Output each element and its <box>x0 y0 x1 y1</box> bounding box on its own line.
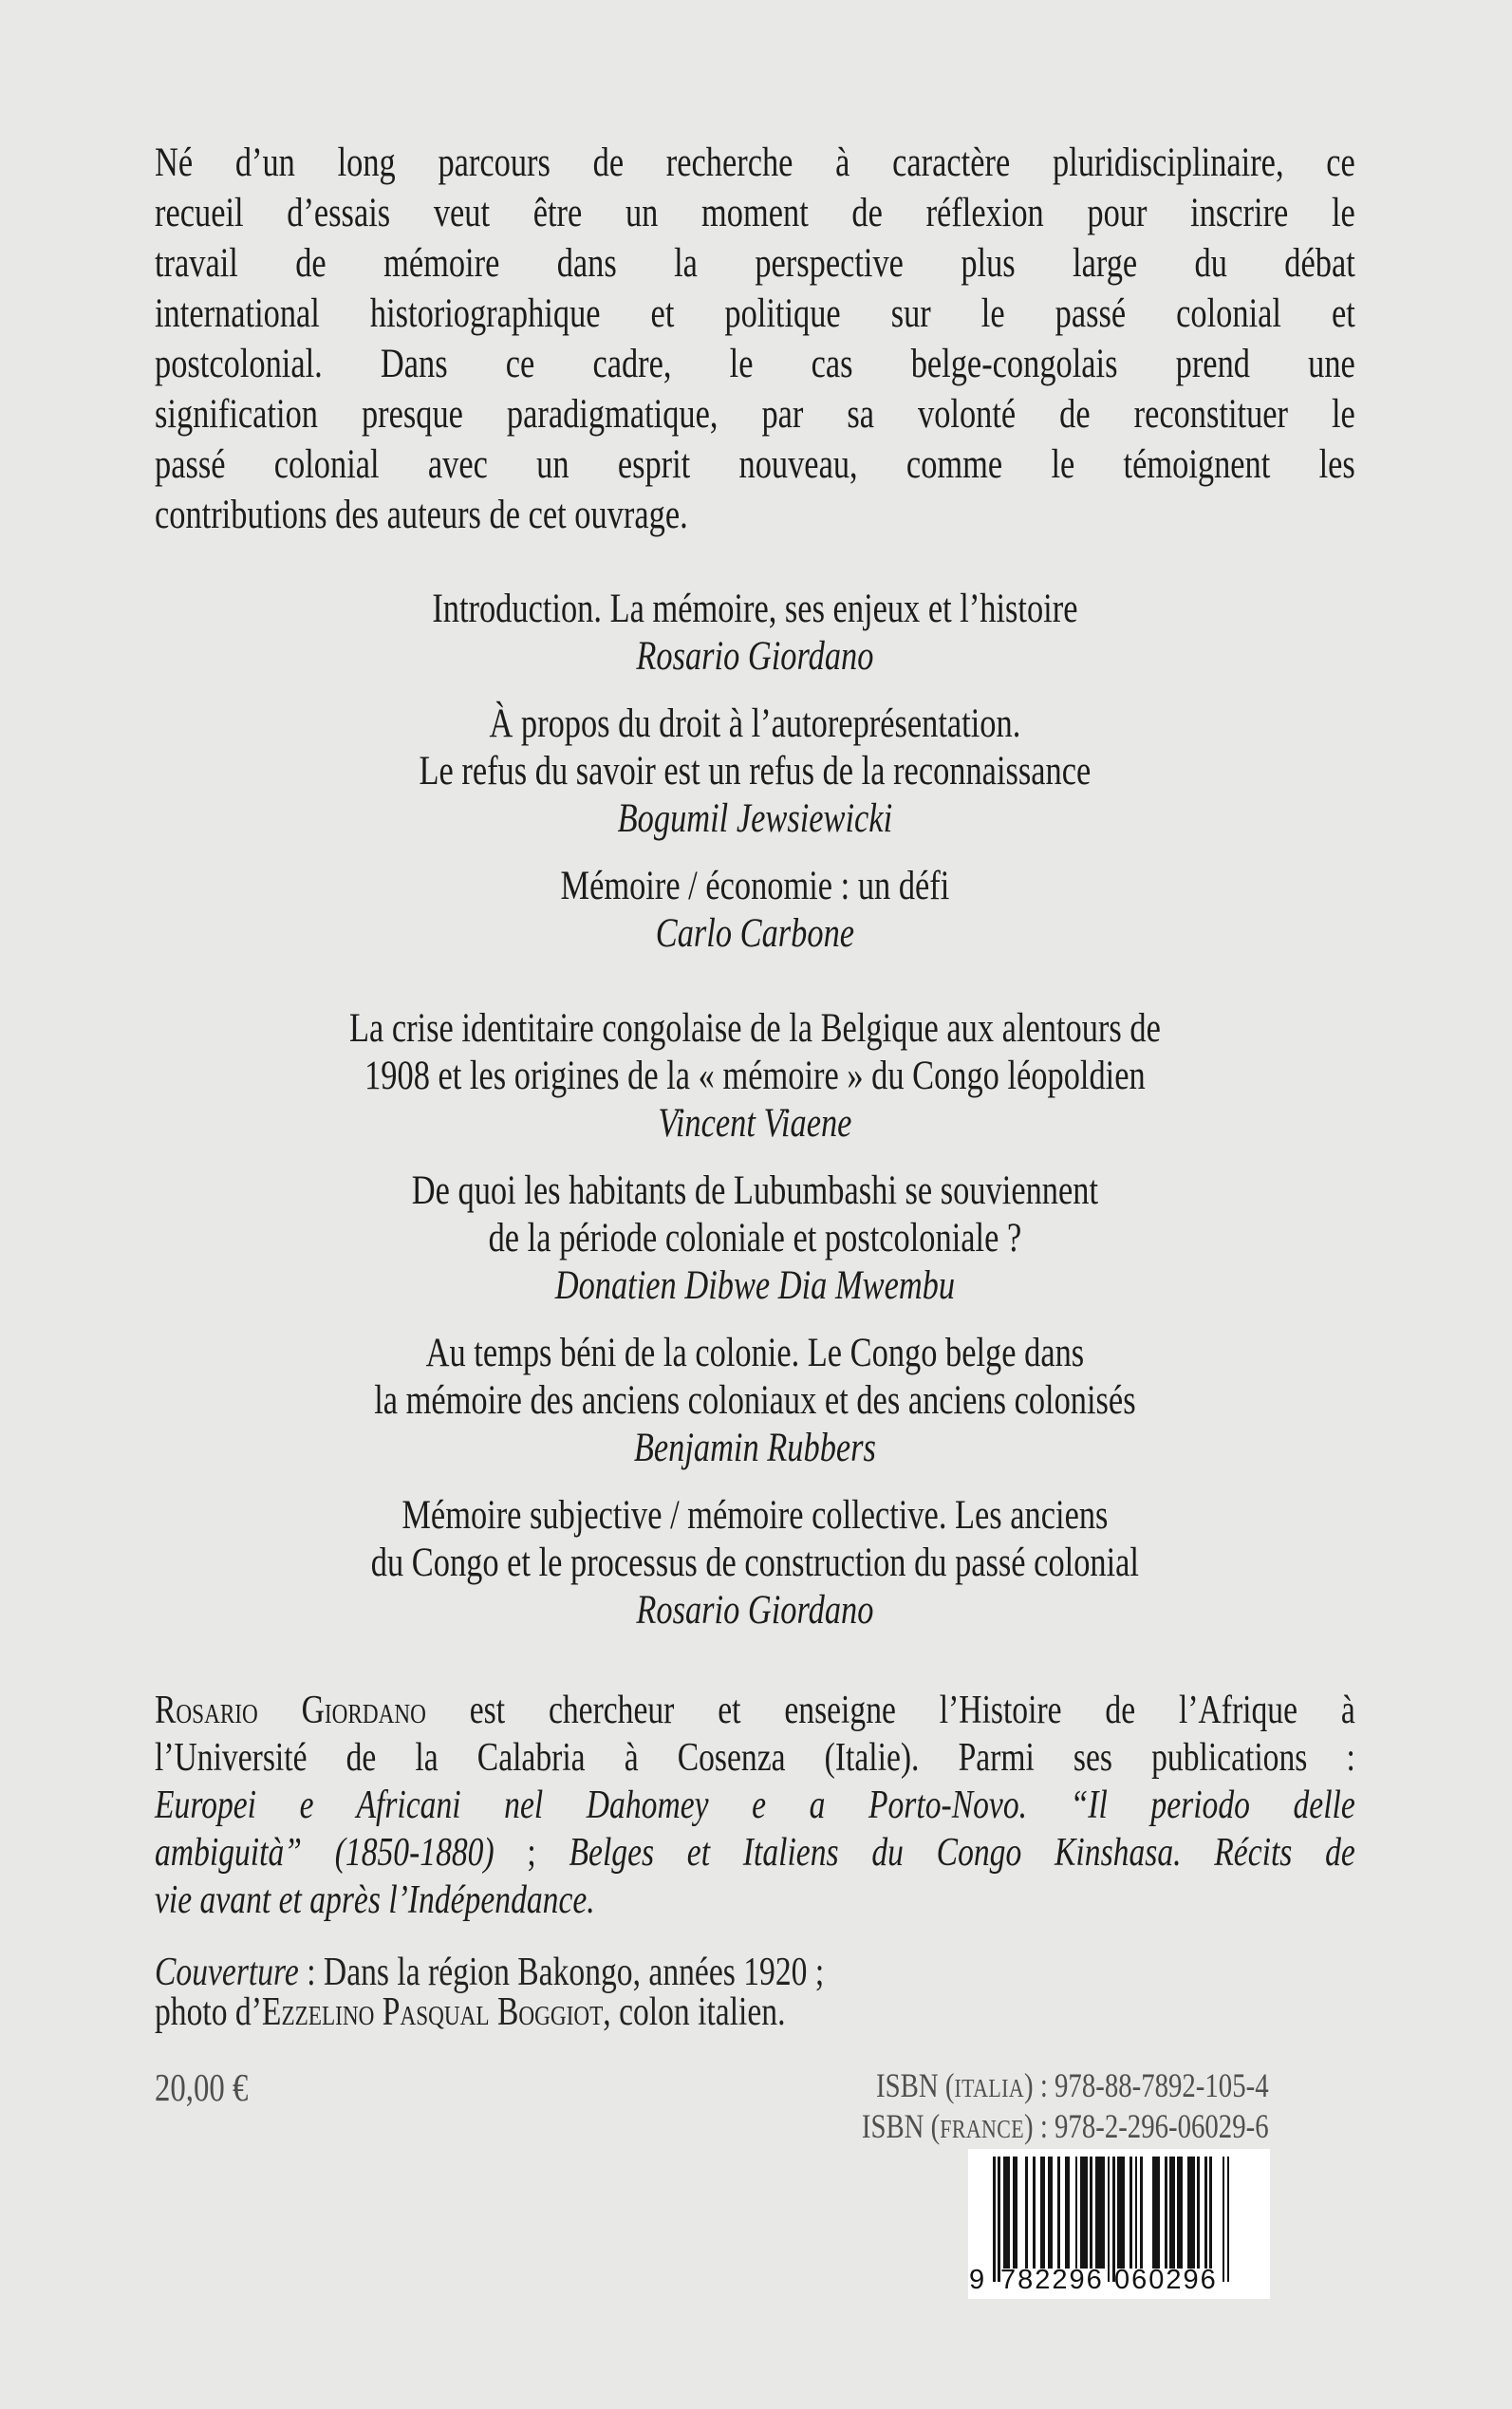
synopsis-line: signification presque paradigmatique, par sa volonté de reconstituer le <box>155 392 1355 437</box>
toc-author: Benjamin Rubbers <box>633 1426 876 1470</box>
toc-title-line: De quoi les habitants de Lubumbashi se souviennent <box>411 1168 1099 1213</box>
toc-title-line: À propos du droit à l’autoreprésentation. <box>489 701 1021 746</box>
price: 20,00 € <box>155 2065 249 2109</box>
toc-title-line: Introduction. La mémoire, ses enjeux et l’histoire <box>432 587 1078 631</box>
text-segment: Europei e Africani nel Dahomey e a Porto-Novo. “Il periodo delle <box>155 1783 1355 1827</box>
toc-author: Rosario Giordano <box>636 634 874 679</box>
barcode-digits-right: 060296 <box>1114 2265 1218 2295</box>
text-segment: vie avant et après l’Indépendance. <box>155 1878 595 1922</box>
text-segment: Rosario Giordano <box>155 1689 426 1732</box>
toc-entry-memoire-economie <box>155 863 1355 958</box>
synopsis-paragraph <box>155 138 1355 540</box>
isbn-block <box>862 2066 1269 2148</box>
text-segment: est chercheur et enseigne l’Histoire de l’Afrique à <box>425 1689 1355 1732</box>
toc-title-line: Mémoire subjective / mémoire collective. Les anciens <box>401 1493 1109 1538</box>
barcode-module <box>1227 2157 1230 2282</box>
barcode-digits <box>968 2266 1270 2296</box>
text-segment: ; <box>494 1831 569 1875</box>
cover-credit-line <box>155 1952 1355 1992</box>
isbn-italia <box>862 2066 1269 2107</box>
toc-title-line: de la période coloniale et postcoloniale ? <box>488 1216 1022 1261</box>
author-bio <box>155 1687 1355 1924</box>
toc-title-line: La crise identitaire congolaise de la Belgique aux alentours de <box>348 1006 1161 1051</box>
toc-entry-crise-identitaire <box>155 1005 1355 1148</box>
text-segment: Couverture <box>155 1951 299 1994</box>
synopsis-line: travail de mémoire dans la perspective plus large du débat <box>155 241 1355 286</box>
toc-author: Rosario Giordano <box>636 1588 874 1633</box>
toc-title-line: du Congo et le processus de construction du passé colonial <box>370 1541 1139 1585</box>
price-isbn-row <box>155 2066 1355 2148</box>
text-segment: Ezzelino Pasqual Boggiot <box>261 1990 604 2034</box>
toc-entry-temps-beni <box>155 1330 1355 1472</box>
ean13-barcode <box>968 2149 1270 2299</box>
text-segment: ISBN ( <box>876 2066 955 2104</box>
bio-line <box>155 1829 1355 1877</box>
text-segment: , colon italien. <box>603 1990 786 2034</box>
toc-entry-introduction <box>155 586 1355 681</box>
synopsis-line: international historiographique et politique sur le passé colonial et <box>155 291 1355 336</box>
barcode-digits-mid: 782296 <box>1000 2265 1104 2295</box>
toc-entry-lubumbashi <box>155 1167 1355 1310</box>
text-segment: ) : 978-88-7892-105-4 <box>1024 2066 1269 2104</box>
text-segment: ) : 978-2-296-06029-6 <box>1024 2107 1269 2145</box>
synopsis-line: postcolonial. Dans ce cadre, le cas belge-congolais prend une <box>155 342 1355 386</box>
text-segment: Belges et Italiens du Congo Kinshasa. Récits de <box>569 1831 1355 1875</box>
toc-author: Carlo Carbone <box>655 911 855 956</box>
barcode-digit-left: 9 <box>969 2265 985 2295</box>
bio-line <box>155 1687 1355 1734</box>
synopsis-line: recueil d’essais veut être un moment de réflexion pour inscrire le <box>155 191 1355 235</box>
toc-title-line: Mémoire / économie : un défi <box>560 864 950 908</box>
cover-photo-credit <box>155 1952 1355 2032</box>
text-segment: l’Université de la Calabria à Cosenza (Italie). Parmi ses publications : <box>155 1736 1355 1780</box>
bio-line <box>155 1782 1355 1829</box>
cover-credit-line <box>155 1992 1355 2032</box>
toc-author: Vincent Viaene <box>658 1101 852 1146</box>
table-of-contents <box>155 586 1355 1634</box>
toc-title-line: Au temps béni de la colonie. Le Congo belge dans <box>425 1331 1085 1375</box>
toc-title-line: 1908 et les origines de la « mémoire » du Congo léopoldien <box>364 1054 1146 1098</box>
bio-line <box>155 1877 1355 1924</box>
toc-title-line: Le refus du savoir est un refus de la reconnaissance <box>419 749 1092 794</box>
cover-text-column <box>155 0 1355 2148</box>
toc-entry-autorepresentation <box>155 700 1355 843</box>
isbn-france <box>862 2107 1269 2148</box>
text-segment: ISBN ( <box>861 2107 941 2145</box>
bio-line <box>155 1734 1355 1782</box>
text-segment: photo d’ <box>155 1990 262 2034</box>
toc-entry-memoire-subjective <box>155 1492 1355 1634</box>
toc-author: Donatien Dibwe Dia Mwembu <box>554 1263 956 1308</box>
toc-author: Bogumil Jewsiewicki <box>617 796 893 841</box>
text-segment: ambiguità” (1850-1880) <box>155 1831 495 1875</box>
barcode-bars <box>993 2157 1230 2282</box>
text-segment: ITALIA <box>954 2074 1025 2102</box>
toc-title-line: la mémoire des anciens coloniaux et des anciens colonisés <box>374 1378 1136 1423</box>
synopsis-line: passé colonial avec un esprit nouveau, comme le témoignent les <box>155 442 1355 487</box>
synopsis-line: contributions des auteurs de cet ouvrage. <box>155 493 688 537</box>
text-segment: FRANCE <box>940 2115 1025 2143</box>
synopsis-line: Né d’un long parcours de recherche à caractère pluridisciplinaire, ce <box>155 140 1355 185</box>
text-segment: : Dans la région Bakongo, années 1920 ; <box>298 1951 825 1994</box>
